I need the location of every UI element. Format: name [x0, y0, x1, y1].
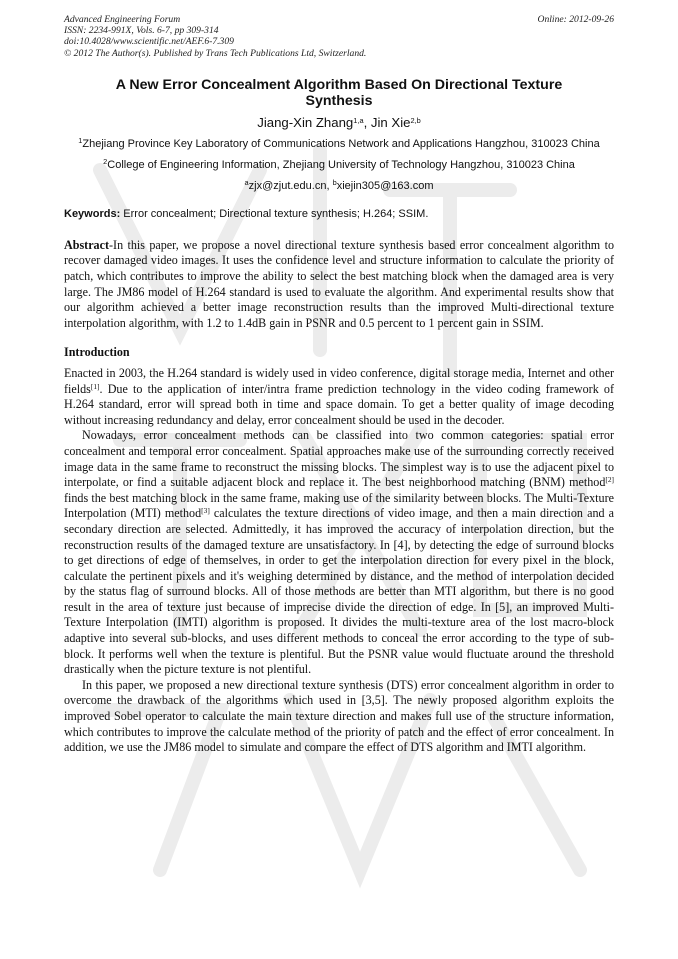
paragraph-text: calculates the texture directions of video image, and then a main direction and a secondary direction are selected. Admittedly, it has improved the accuracy of interpolation direction, but the reconstruction results of the damaged texture are unsatisfactory. In [4], by detecting the edge of surround blocks to get directions of edge of themselves, in order to get the interpolation direction for every pixel in the block, calculate the pertinent pixels and it's weighing determined by distance, and the method of interpolation decided by the status flag of surround blocks. All of those methods are better than MTI algorithm, but there is no good result in the area of texture just because of imprecise divide the direction of edge. In [5], an improved Multi-Texture Interpolation (IMTI) algorithm is proposed. It divides the multi-texture area of the lost macro-block adaptive into several sub-blocks, and uses different methods to conceal the error according to the type of sub-block. It performs well when the texture is plentiful. But the PSNR value would fluctuate around the threshold drastically when the picture texture is not plentiful. [64, 506, 614, 677]
author-list [64, 115, 614, 131]
author-name: Jin Xie [370, 114, 411, 130]
affiliation-text: College of Engineering Information, Zhejiang University of Technology Hangzhou, 310023 China [107, 159, 575, 172]
author-separator: , [363, 114, 371, 130]
affiliation-text: Zhejiang Province Key Laboratory of Communications Network and Applications Hangzhou, 310023 China [82, 137, 600, 150]
author-name: Jiang-Xin Zhang [257, 114, 354, 130]
publication-header [64, 14, 614, 59]
copyright-line: © 2012 The Author(s). Published by Trans Tech Publications Ltd, Switzerland. [64, 47, 367, 59]
keywords-text: Error concealment; Directional texture synthesis; H.264; SSIM. [120, 207, 429, 220]
affiliation-2 [64, 158, 614, 173]
paper-title: A New Error Concealment Algorithm Based On Directional Texture Synthesis [115, 76, 563, 110]
keywords-label: Keywords: [64, 207, 121, 220]
affiliation-1 [64, 137, 614, 152]
paragraph-text: Nowadays, error concealment methods can be classified into two common categories: spatial error concealment and temporal error concealment. Spatial approaches make use of the surrounding correctly received image data in the same frame to reconstruct the missing blocks. The simplest way is to use the adjacent pixel to interpolate, or find a suitable adjacent block and replace it. The best neighborhood matching (BNM) method [64, 428, 614, 490]
email-mark: a [244, 177, 249, 187]
intro-paragraph-3: In this paper, we proposed a new directional texture synthesis (DTS) error concealment algorithm in order to overcome the drawback of the algorithms which used in [3,5]. The newly proposed algorithm exploits the improved Sobel operator to calculate the main texture direction and makes full use of the structure information, which contributes to improve the calculate method of the priority of patch and the effect of error concealment. In addition, we use the JM86 model to simulate and compare the effect of DTS algorithm and IMTI algorithm. [64, 677, 614, 755]
intro-paragraph-2 [64, 428, 614, 678]
paragraph-text: Enacted in 2003, the H.264 standard is widely used in video conference, digital storage media, Internet and other fields [64, 365, 614, 396]
intro-paragraph-1 [64, 366, 614, 428]
issn-line: ISSN: 2234-991X, Vols. 6-7, pp 309-314 [64, 25, 219, 37]
email-address[interactable]: zjx@zjut.edu.cn [248, 179, 327, 192]
journal-name: Advanced Engineering Forum [64, 14, 181, 25]
affiliation-mark: 2 [103, 157, 108, 167]
email-mark: b [332, 177, 337, 187]
doi-line: doi:10.4028/www.scientific.net/AEF.6-7.309 [64, 36, 234, 48]
keywords [64, 207, 614, 221]
online-date: Online: 2012-09-26 [537, 14, 614, 25]
paragraph-text: finds the best matching block in the same frame, making use of the similarity between blocks. The Multi-Texture Interpolation (MTI) method [64, 490, 614, 521]
paragraph-text: . Due to the application of inter/intra frame prediction technology in the video coding framework of H.264 standard, error will spread both in time and space domain. To get a better quality of image decoding without increasing redundancy and delay, error concealment should be used in the decoder. [64, 381, 614, 427]
citation-ref[interactable]: [1] [90, 381, 100, 391]
author-affiliation-mark: 2,b [410, 115, 421, 125]
citation-ref[interactable]: [2] [605, 475, 614, 485]
abstract [64, 238, 614, 332]
email-separator: , [326, 179, 333, 192]
author-affiliation-mark: 1,a [353, 115, 364, 125]
citation-ref[interactable]: [3] [201, 506, 210, 516]
abstract-label: Abstract [64, 237, 110, 252]
section-heading-introduction: Introduction [64, 345, 130, 360]
affiliation-mark: 1 [78, 135, 83, 145]
email-address[interactable]: xiejin305@163.com [336, 179, 434, 192]
email-list [64, 179, 614, 193]
abstract-text: -In this paper, we propose a novel directional texture synthesis based error concealment algorithm to recover damaged video images. It uses the confidence level and structure information to calculate the priority of patch, which contributes to improve the ability to select the best matching block when the damaged area is very large. The JM86 model of H.264 standard is used to evaluate the algorithm. And experimental results show that our algorithm achieved a better image reconstruction results than the improved Multi-directional texture interpolation algorithm, with 1.2 to 1.4dB gain in PSNR and 0.5 percent to 1 percent gain in SSIM. [64, 237, 614, 330]
